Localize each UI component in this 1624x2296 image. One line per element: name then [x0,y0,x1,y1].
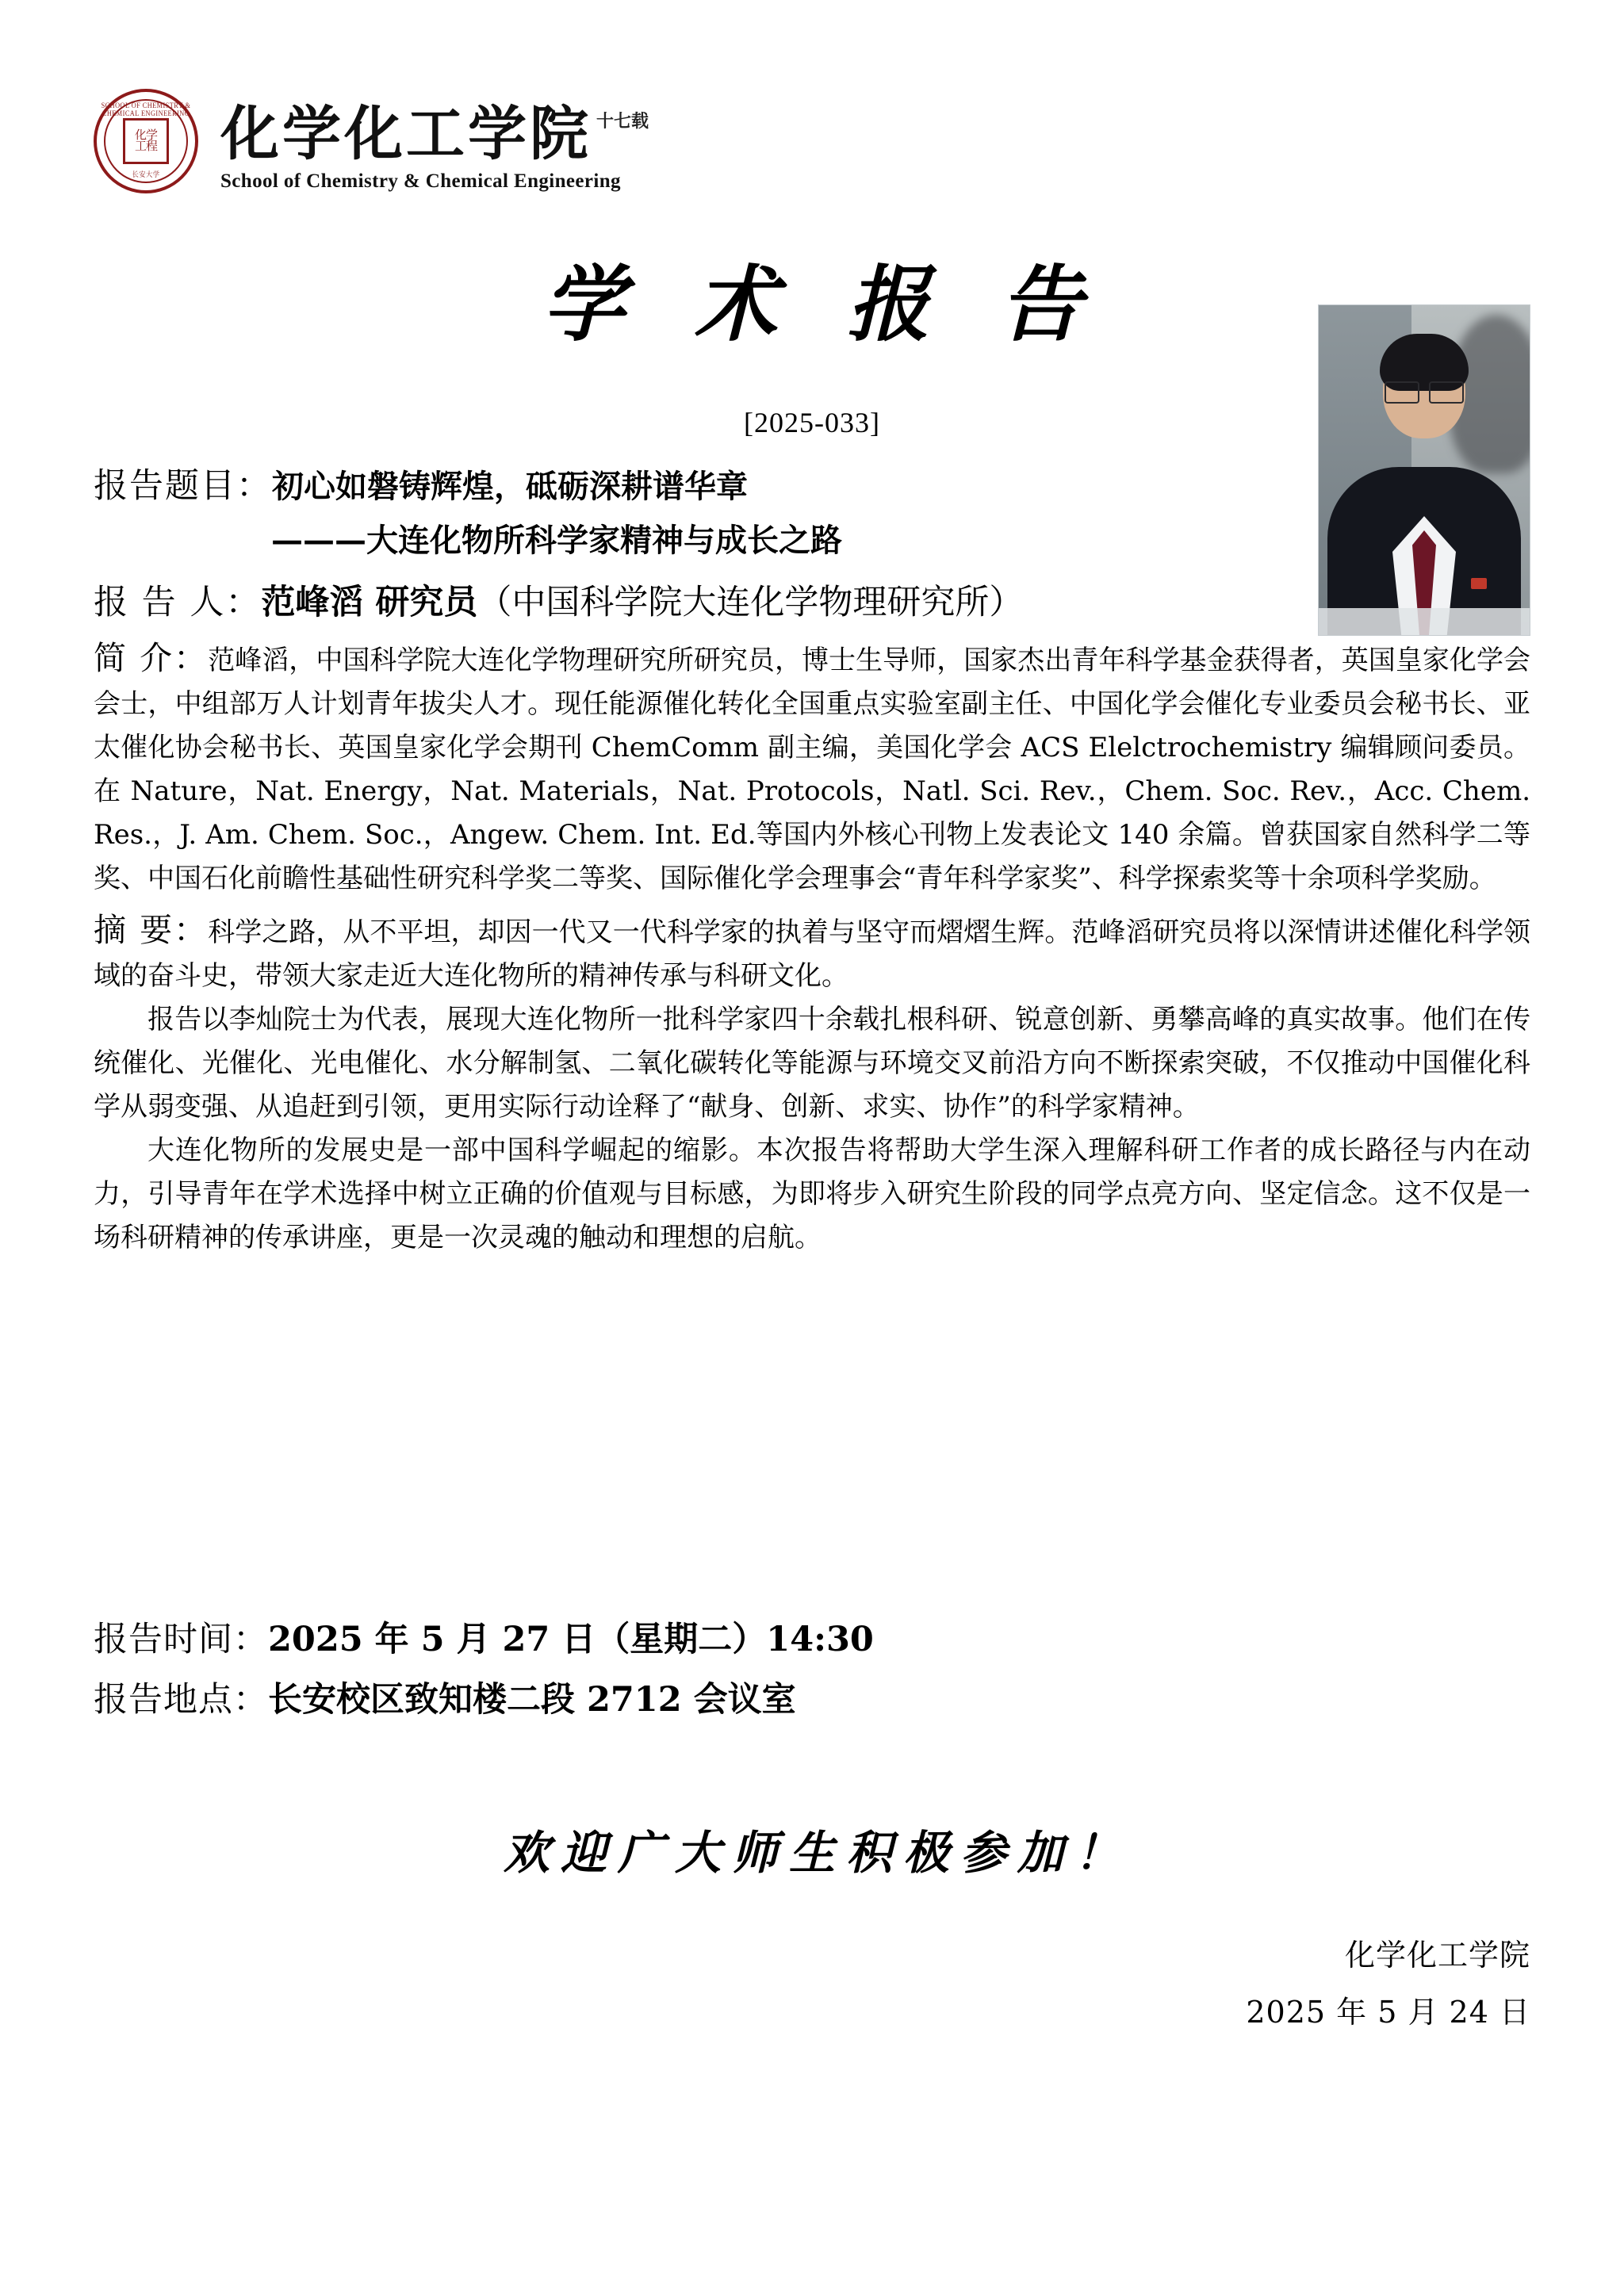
intro-text: 范峰滔，中国科学院大连化学物理研究所研究员，博士生导师，国家杰出青年科学基金获得者，英国皇家化学会会士，中组部万人计划青年拔尖人才。现任能源催化转化全国重点实验室副主任、中国化学会催化专业委员会秘书长、亚太催化协会秘书长、英国皇家化学会期刊 ChemComm 副主编，美国化学会 ACS Elelctrochemistry 编辑顾问委员。在 Nature，Nat. Energy，Nat. Materials，Nat. Protocols，Natl. Sci. Rev.，Chem. Soc. Rev.，Acc. Chem. Res.，J. Am. Chem. Soc.，Angew. Chem. Int. Ed.等国内外核心刊物上发表论文 140 余篇。曾获国家自然科学二等奖、中国石化前瞻性基础性研究科学奖二等奖、国际催化学会理事会“青年科学家奖”、科学探索奖等十余项科学奖励。 [94,645,1530,894]
portrait-glasses [1383,381,1465,402]
seal-ring-bottom-text: 长安大学 [132,170,160,178]
event-meta [94,1609,874,1730]
page-title: 学 术 报 告 [542,255,1103,353]
event-time-row [94,1609,874,1670]
seal-ring-top-text: SCHOOL OF CHEMISTRY & CHEMICAL ENGINEERING [101,101,191,117]
event-place-row [94,1670,874,1730]
event-time-label: 报告时间： [94,1620,268,1659]
signature-date: 2025 年 5 月 24 日 [1246,1995,1530,2030]
topic-value: 初心如磐铸辉煌，砥砺深耕谱华章 [272,468,748,505]
school-name-block [220,89,649,193]
signature-block [1246,1927,1530,2041]
signature-organization: 化学化工学院 [1344,1938,1530,1973]
topic-subtitle: ———大连化物所科学家精神与成长之路 [271,522,842,559]
abstract-paragraph-3: 大连化物所的发展史是一部中国科学崛起的缩影。本次报告将帮助大学生深入理解科研工作者的成长路径与内在动力，引导青年在学术选择中树立正确的价值观与目标感，为即将步入研究生阶段的同学点亮方向、坚定信念。这不仅是一场科研精神的传承讲座，更是一次灵魂的触动和理想的启航。 [94,1135,1530,1253]
topic-label: 报告题目： [94,466,272,506]
welcome-message: 欢迎广大师生积极参加！ [503,1826,1132,1880]
school-seal-icon [94,89,198,193]
event-place-value: 长安校区致知楼二段 2712 会议室 [268,1680,796,1720]
speaker-name: 范峰滔 研究员 [261,583,478,622]
speaker-line [94,573,1530,632]
speaker-label: 报 告 人： [94,583,262,622]
school-name-cn [220,89,649,166]
intro-label: 简 介： [94,639,209,677]
event-place-label: 报告地点： [94,1680,268,1720]
document-number: [2025-033] [744,407,880,438]
poster-body [94,460,1530,1260]
school-name-cn-mark: 十七载 [596,111,649,132]
intro-paragraph [94,637,1530,901]
letterhead [94,89,649,193]
event-time-value: 2025 年 5 月 27 日（星期二）14:30 [268,1620,874,1659]
school-name-cn-text: 化学化工学院 [220,100,592,168]
abstract-label: 摘 要： [94,911,209,949]
abstract-paragraph-2: 报告以李灿院士为代表，展现大连化物所一批科学家四十余载扎根科研、锐意创新、勇攀高峰的真实故事。他们在传统催化、光催化、光电催化、水分解制氢、二氧化碳转化等能源与环境交叉前沿方向不断探索突破，不仅推动中国催化科学从弱变强、从追赶到引领，更用实际行动诠释了“献身、创新、求实、协作”的科学家精神。 [94,1004,1530,1123]
school-name-en: School of Chemistry & Chemical Engineering [220,170,621,192]
abstract-paragraph-1 [94,909,1530,998]
seal-center-text: 化学 工程 [123,118,169,164]
topic-line [94,460,1530,513]
speaker-affiliation: （中国科学院大连化学物理研究所） [477,583,1024,622]
abstract-text-1: 科学之路，从不平坦，却因一代又一代科学家的执着与坚守而熠熠生辉。范峰滔研究员将以深情讲述催化科学领域的奋斗史，带领大家走近大连化物所的精神传承与科研文化。 [94,916,1530,992]
